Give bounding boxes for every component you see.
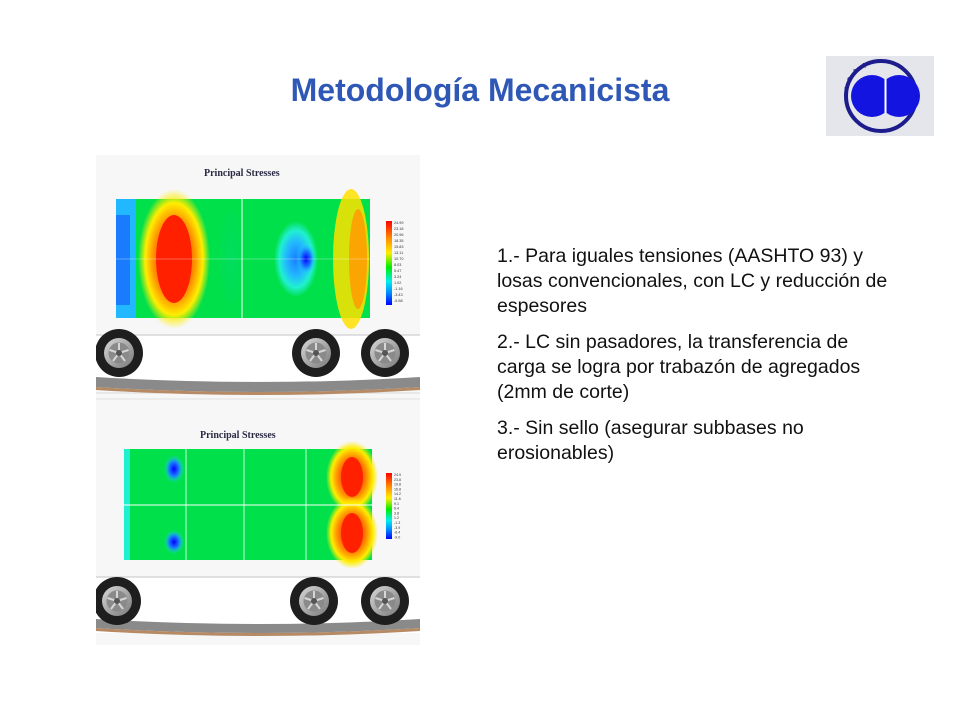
truck-wheels-2 [96, 577, 420, 636]
svg-text:18.35: 18.35 [394, 239, 404, 243]
svg-text:23.8: 23.8 [394, 477, 401, 482]
svg-text:14.2: 14.2 [394, 492, 401, 497]
stress-figure-2 [96, 430, 420, 636]
svg-text:3.24: 3.24 [394, 275, 402, 279]
bullet-point-3: 3.- Sin sello (asegurar subbases no erosionables) [497, 417, 804, 464]
svg-text:-3.43: -3.43 [394, 293, 403, 297]
svg-text:1.2: 1.2 [394, 516, 399, 521]
svg-text:23.18: 23.18 [394, 227, 404, 231]
slide-title: Metodología Mecanicista [290, 72, 670, 108]
figure-2-title: Principal Stresses [200, 430, 276, 441]
svg-text:5.47: 5.47 [394, 269, 402, 273]
svg-text:3.8: 3.8 [394, 511, 399, 516]
bullet-point-1: 1.- Para iguales tensiones (AASHTO 93) y losas convencionales, con LC y reducción de espesores [497, 245, 888, 317]
svg-text:1.02: 1.02 [394, 281, 402, 285]
stress-contour-map-2 [124, 441, 378, 569]
svg-text:11.6: 11.6 [394, 497, 401, 501]
svg-text:-3.9: -3.9 [394, 525, 401, 530]
svg-text:24.9: 24.9 [394, 473, 401, 477]
svg-text:P: P [853, 69, 858, 76]
svg-text:19.8: 19.8 [394, 482, 401, 487]
stress-figures [96, 155, 420, 645]
svg-text:-5.58: -5.58 [394, 299, 403, 303]
svg-text:8.03: 8.03 [394, 263, 402, 267]
legend-2 [386, 473, 401, 539]
institution-logo [826, 56, 934, 136]
legend-1 [386, 221, 404, 305]
svg-text:C: C [847, 77, 853, 84]
svg-text:13.11: 13.11 [394, 251, 404, 255]
svg-text:9.1: 9.1 [394, 501, 399, 506]
figure-1-title: Principal Stresses [204, 168, 280, 179]
bullet-point-2: 2.- LC sin pasadores, la transferencia de carga se logra por trabazón de agregados (2mm de corte) [497, 331, 861, 403]
svg-text:I: I [844, 87, 846, 94]
svg-text:6.4: 6.4 [394, 506, 399, 511]
svg-text:20.96: 20.96 [394, 233, 404, 237]
svg-text:-1.16: -1.16 [394, 287, 403, 291]
svg-text:-9.0: -9.0 [394, 535, 401, 540]
svg-text:-6.4: -6.4 [394, 530, 401, 535]
svg-text:15.83: 15.83 [394, 245, 404, 249]
truck-wheels-1 [96, 329, 420, 395]
svg-text:-1.3: -1.3 [394, 521, 401, 525]
bullet-list [497, 244, 892, 477]
svg-text:A: A [861, 63, 866, 70]
svg-text:24.99: 24.99 [394, 221, 404, 225]
svg-text:10.70: 10.70 [394, 257, 404, 261]
svg-text:16.8: 16.8 [394, 487, 401, 492]
stress-contour-map-1 [116, 189, 370, 329]
